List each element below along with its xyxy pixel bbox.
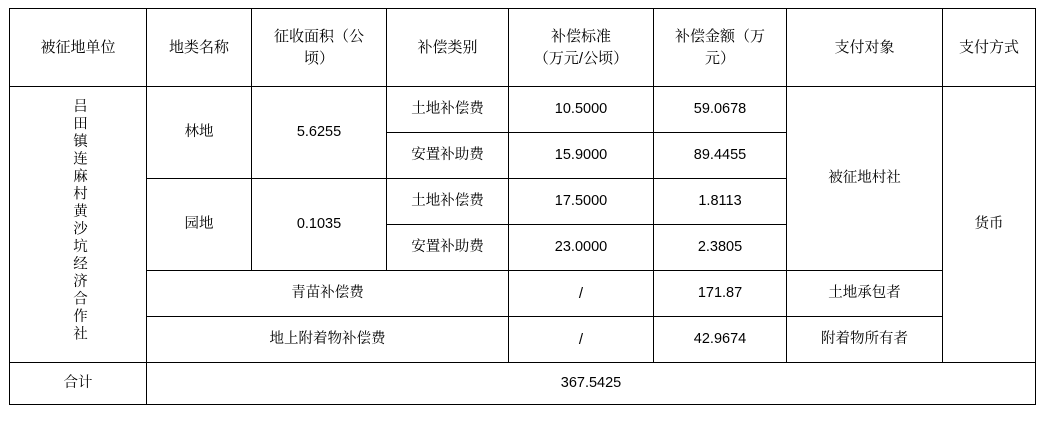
header-comp-type: 补偿类别 (387, 9, 509, 87)
extra-label-seedling: 青苗补偿费 (147, 271, 509, 317)
total-value: 367.5425 (147, 363, 1036, 405)
table-row (10, 87, 1036, 133)
compensation-table (9, 8, 1036, 405)
header-standard-line1: 补偿标准 (550, 27, 611, 45)
land-type-garden: 园地 (147, 179, 252, 271)
standard-cell: 15.9000 (509, 133, 654, 179)
comp-type-cell: 土地补偿费 (387, 87, 509, 133)
pay-method-value: 货币 (943, 87, 1036, 363)
header-standard-line2: （万元/公顷） (533, 49, 629, 67)
header-payee: 支付对象 (787, 9, 943, 87)
total-label: 合计 (10, 363, 147, 405)
compensation-table-sheet (0, 8, 1044, 431)
header-standard (509, 9, 654, 87)
standard-cell: 17.5000 (509, 179, 654, 225)
header-area-line2: 顷） (303, 49, 334, 67)
table-total-row (10, 363, 1036, 405)
standard-cell: / (509, 271, 654, 317)
header-pay-method: 支付方式 (943, 9, 1036, 87)
header-amount (654, 9, 787, 87)
payee-contractor: 土地承包者 (787, 271, 943, 317)
amount-cell: 89.4455 (654, 133, 787, 179)
amount-cell: 1.8113 (654, 179, 787, 225)
unit-name-text: 吕田镇连麻村黄沙坑经济合作社 (70, 98, 87, 344)
comp-type-cell: 安置补助费 (387, 133, 509, 179)
extra-label-attachment: 地上附着物补偿费 (147, 317, 509, 363)
payee-village: 被征地村社 (787, 87, 943, 271)
header-area (252, 9, 387, 87)
standard-cell: / (509, 317, 654, 363)
land-type-forest: 林地 (147, 87, 252, 179)
area-forest: 5.6255 (252, 87, 387, 179)
header-amount-line2: 元） (704, 49, 735, 67)
comp-type-cell: 土地补偿费 (387, 179, 509, 225)
table-row (10, 271, 1036, 317)
header-area-line1: 征收面积（公 (273, 27, 364, 45)
amount-cell: 59.0678 (654, 87, 787, 133)
header-amount-line1: 补偿金额（万 (674, 27, 765, 45)
amount-cell: 171.87 (654, 271, 787, 317)
standard-cell: 23.0000 (509, 225, 654, 271)
table-row (10, 317, 1036, 363)
amount-cell: 42.9674 (654, 317, 787, 363)
unit-name-cell (10, 87, 147, 363)
header-unit: 被征地单位 (10, 9, 147, 87)
payee-attachment-owner: 附着物所有者 (787, 317, 943, 363)
amount-cell: 2.3805 (654, 225, 787, 271)
standard-cell: 10.5000 (509, 87, 654, 133)
table-header-row (10, 9, 1036, 87)
header-land-type: 地类名称 (147, 9, 252, 87)
comp-type-cell: 安置补助费 (387, 225, 509, 271)
area-garden: 0.1035 (252, 179, 387, 271)
